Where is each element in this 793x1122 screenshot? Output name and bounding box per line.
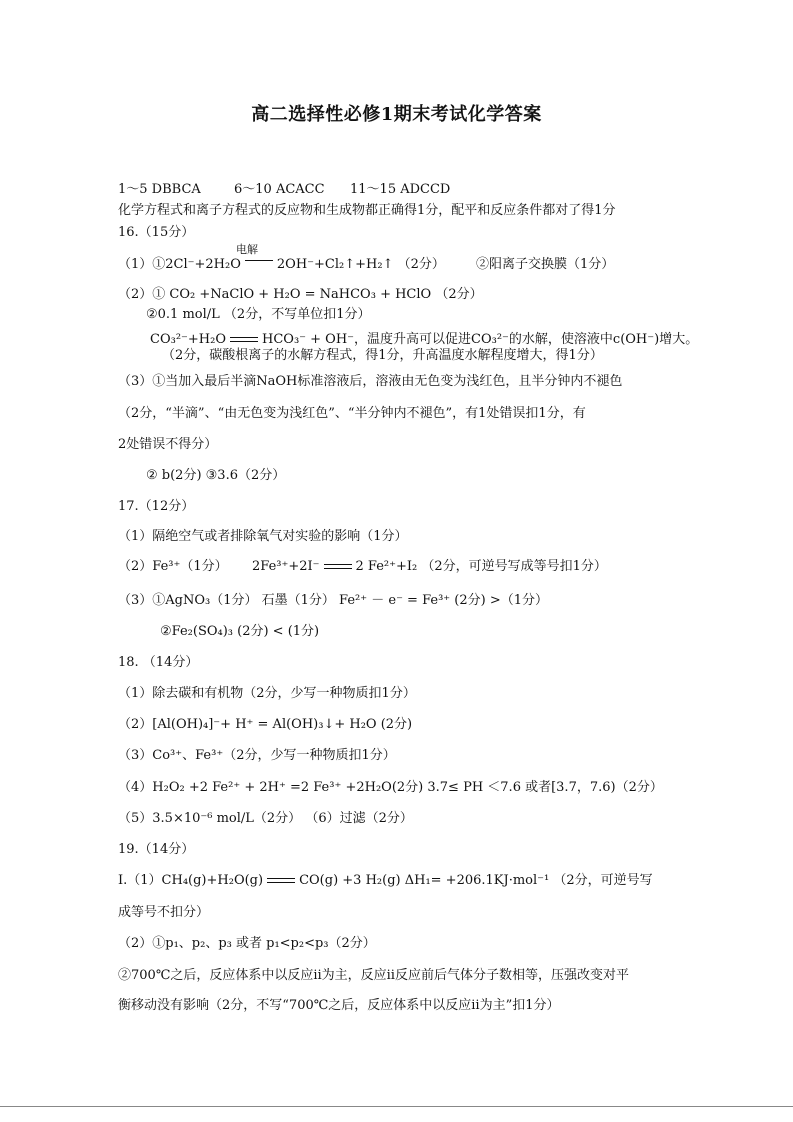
q19-1-reactants: Ⅰ.（1）CH₄(g)+H₂O(g) xyxy=(118,873,264,888)
q16-1-part2: ②阳离子交换膜（1分） xyxy=(476,257,615,272)
q16-3-line4: ② b(2分) ③3.6（2分） xyxy=(146,468,286,483)
mc-answers-1-5: 1～5 DBBCA xyxy=(118,182,201,197)
q18-heading: 18. （14分） xyxy=(118,655,199,670)
equilibrium-arrow-icon xyxy=(267,878,295,884)
q17-2-equation xyxy=(252,558,607,576)
grading-rule: 化学方程式和离子方程式的反应物和生成物都正确得1分，配平和反应条件都对了得1分 xyxy=(118,203,616,218)
q16-2-equation: （2）① CO₂ +NaClO + H₂O = NaHCO₃ + HClO （2分） xyxy=(118,287,483,302)
q17-2-products: 2 Fe²⁺+I₂ （2分，可逆号写成等号扣1分） xyxy=(355,559,607,574)
mc-answers-11-15: 11～15 ADCCD xyxy=(350,182,451,197)
electrolysis-label: 电解 xyxy=(236,243,258,256)
q18-4: （4）H₂O₂ +2 Fe²⁺ + 2H⁺ =2 Fe³⁺ +2H₂O(2分) 3.7≤ PH ＜7.6 或者[3.7，7.6)（2分） xyxy=(118,780,663,795)
q18-5-6: （5）3.5×10⁻⁶ mol/L（2分） （6）过滤（2分） xyxy=(118,811,413,826)
q19-2: （2）①p₁、p₂、p₃ 或者 p₁<p₂<p₃（2分） xyxy=(118,936,376,951)
equilibrium-arrow-icon xyxy=(230,337,258,343)
q19-2-explanation-line1: ②700℃之后，反应体系中以反应ⅱ为主，反应ⅱ反应前后气体分子数相等，压强改变对平 xyxy=(118,968,629,983)
q16-2-concentration: ②0.1 mol/L （2分，不写单位扣1分） xyxy=(146,307,371,322)
q19-heading: 19.（14分） xyxy=(118,842,195,857)
mc-answers-6-10: 6～10 ACACC xyxy=(234,182,325,197)
q19-1-equation xyxy=(118,872,653,890)
q19-1-products: CO(g) +3 H₂(g) ΔH₁= +206.1KJ·mol⁻¹ （2分，可逆号写 xyxy=(299,873,653,888)
equilibrium-arrow-icon xyxy=(324,564,352,570)
q16-2-scoring-note: （2分，碳酸根离子的水解方程式，得1分，升高温度水解程度增大，得1分） xyxy=(162,348,603,363)
q16-2-hydrolysis-left: CO₃²⁻+H₂O xyxy=(150,332,226,347)
q18-2: （2）[Al(OH)₄]⁻+ H⁺ = Al(OH)₃↓+ H₂O (2分) xyxy=(118,717,413,732)
q17-2-ion: （2）Fe³⁺（1分） xyxy=(118,559,228,574)
q19-1-note: 成等号不扣分） xyxy=(118,905,210,920)
q16-2-hydrolysis-right: HCO₃⁻ + OH⁻，温度升高可以促进CO₃²⁻的水解，使溶液中c(OH⁻)增大。 xyxy=(262,332,699,347)
q16-3-line2: （2分，“半滴”、“由无色变为浅红色”、“半分钟内不褪色”，有1处错误扣1分，有 xyxy=(118,406,586,421)
q16-1-equation xyxy=(118,256,445,274)
q17-3-line1: （3）①AgNO₃（1分） 石墨（1分） Fe²⁺ － e⁻ = Fe³⁺ (2分) >（1分） xyxy=(118,593,549,608)
page-title: 高二选择性必修1期末考试化学答案 xyxy=(251,104,542,125)
q16-1-products: 2OH⁻+Cl₂↑+H₂↑ （2分） xyxy=(276,257,445,272)
q18-1: （1）除去碳和有机物（2分，少写一种物质扣1分） xyxy=(118,686,416,701)
q16-1-reactants: （1）①2Cl⁻+2H₂O xyxy=(118,257,241,272)
page-bottom-divider xyxy=(0,1106,793,1107)
q16-heading: 16.（15分） xyxy=(118,225,195,240)
q18-3: （3）Co³⁺、Fe³⁺（2分，少写一种物质扣1分） xyxy=(118,748,396,763)
q17-heading: 17.（12分） xyxy=(118,499,195,514)
q17-1: （1）隔绝空气或者排除氧气对实验的影响（1分） xyxy=(118,529,408,544)
electrolysis-arrow-icon xyxy=(245,260,273,270)
q19-2-explanation-line2: 衡移动没有影响（2分，不写“700℃之后，反应体系中以反应ⅱ为主”扣1分） xyxy=(118,998,560,1013)
q17-3-line2: ②Fe₂(SO₄)₃ (2分) < (1分) xyxy=(160,624,320,639)
q17-2-reactants: 2Fe³⁺+2I⁻ xyxy=(252,559,320,574)
q16-3-line3: 2处错误不得分） xyxy=(118,437,218,452)
q16-3-line1: （3）①当加入最后半滴NaOH标准溶液后，溶液由无色变为浅红色，且半分钟内不褪色 xyxy=(118,374,623,389)
